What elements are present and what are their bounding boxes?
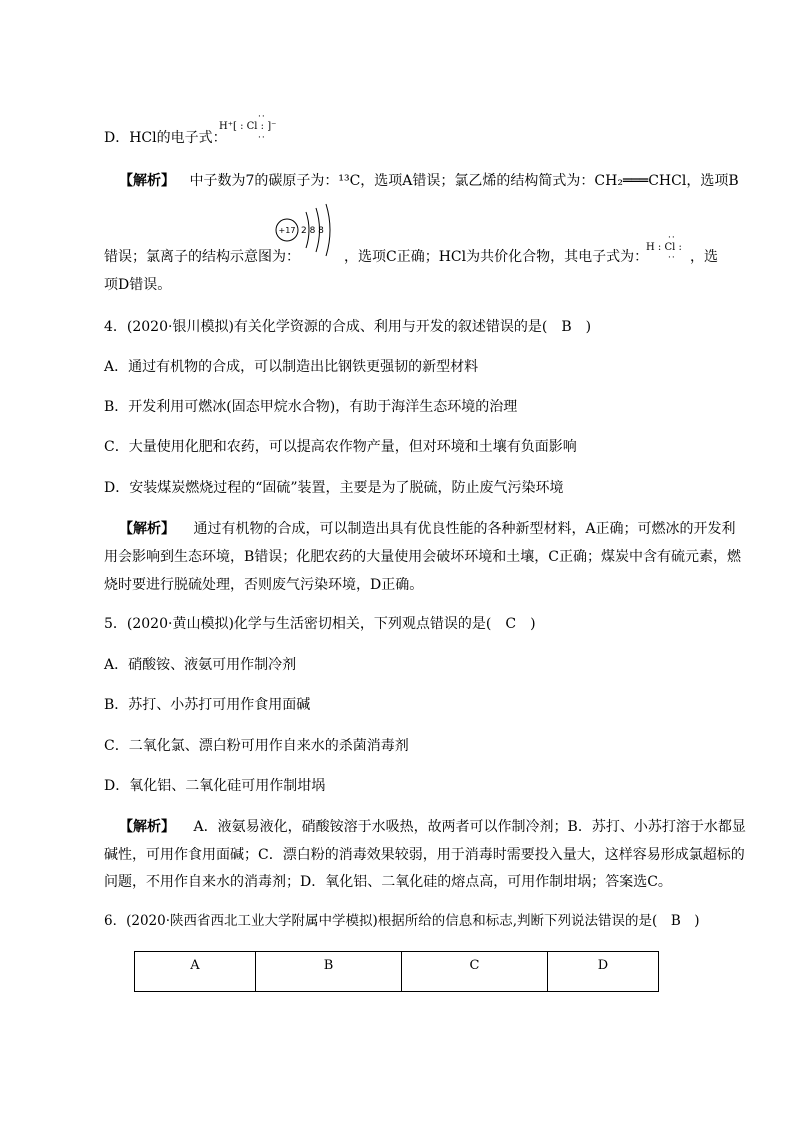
q3-analysis-line-3 [104,276,171,294]
table-row [135,952,659,992]
q3-option-d-label: D．HCl的电子式： [104,130,227,146]
q5-analysis-line-1 [119,818,746,836]
q3-option-d [104,129,227,147]
q3-analysis-text-1: 中子数为7的碳原子为：¹³C，选项A错误；氯乙烯的结构简式为：CH₂═══CHCl，选项B [189,173,739,189]
q4-analysis-line-3: 烧时要进行脱硫处理，否则废气污染环境，D正确。 [104,577,424,593]
q5-analysis-line-3: 问题，不用作自来水的消毒剂；D．氧化铝、二氧化硅的熔点高，可用作制坩埚；答案选C。 [104,874,672,890]
q5-analysis-text-1: A．液氨易液化，硝酸铵溶于水吸热，故两者可以作制冷剂；B．苏打、小苏打溶于水都显 [193,819,746,835]
q5-option-a: A．硝酸铵、液氨可用作制冷剂 [104,657,297,673]
analysis-tag: 【解析】 [119,819,175,835]
table-header-b: B [256,952,402,992]
q6-stem: 6．(2020·陕西省西北工业大学附属中学模拟)根据所给的信息和标志,判断下列说法错误的是( B ) [104,913,700,929]
q4-stem: 4．(2020·银川模拟)有关化学资源的合成、利用与开发的叙述错误的是( B ) [104,319,592,335]
table-header-a: A [135,952,256,992]
analysis-tag: 【解析】 [119,521,175,537]
hcl-covalent-electron-formula: ·· H : Cl : ·· [646,233,682,263]
q4-option-a: A．通过有机物的合成，可以制造出比钢铁更强韧的新型材料 [104,359,479,375]
table-header-c: C [402,952,548,992]
q4-analysis-text-1: 通过有机物的合成，可以制造出具有优良性能的各种新型材料，A正确；可燃冰的开发利 [193,521,736,537]
svg-text:2 8 8: 2 8 8 [301,226,324,236]
q3-analysis-line-1 [119,172,739,190]
q5-stem: 5．(2020·黄山模拟)化学与生活密切相关，下列观点错误的是( C ) [104,616,536,632]
q3-analysis-text-3: 项D错误。 [104,277,172,293]
hcl-ionic-electron-formula: ·· H⁺[ : Cl : ]⁻ ·· [219,112,277,143]
q5-option-d: D．氧化铝、二氧化硅可用作制坩埚 [104,778,326,794]
q4-option-c: C．大量使用化肥和农药，可以提高农作物产量，但对环境和土壤有负面影响 [104,439,577,455]
table-header-d: D [548,952,659,992]
q5-option-c: C．二氧化氯、漂白粉可用作自来水的杀菌消毒剂 [104,738,409,754]
svg-text:+17: +17 [278,226,296,235]
q5-analysis-line-2: 碱性，可用作食用面碱；C．漂白粉的消毒效果较弱，用于消毒时需要投入量大，这样容易形成氯超标的 [104,847,745,863]
q3-analysis-text-2c: ，选 [690,249,718,265]
q3-analysis-line-2b [344,248,648,266]
q6-options-table [134,951,659,992]
analysis-tag: 【解析】 [119,173,175,189]
q3-analysis-text-2b: ，选项C正确；HCl为共价化合物，其电子式为： [344,249,649,265]
q3-analysis-text-2a: 错误；氯离子的结构示意图为： [104,249,300,265]
q5-option-b: B．苏打、小苏打可用作食用面碱 [104,697,311,713]
q4-analysis-line-2: 用会影响到生态环境，B错误；化肥农药的大量使用会破坏环境和土壤，C正确；煤炭中含有硫元素，燃 [104,549,741,565]
q3-analysis-line-2 [104,248,300,266]
q4-option-b: B．开发利用可燃冰(固态甲烷水合物)，有助于海洋生态环境的治理 [104,399,518,415]
q4-option-d: D．安装煤炭燃烧过程的“固硫”装置，主要是为了脱硫，防止废气污染环境 [104,480,564,496]
q3-analysis-line-2c [690,248,718,266]
q4-analysis-line-1 [119,520,736,538]
